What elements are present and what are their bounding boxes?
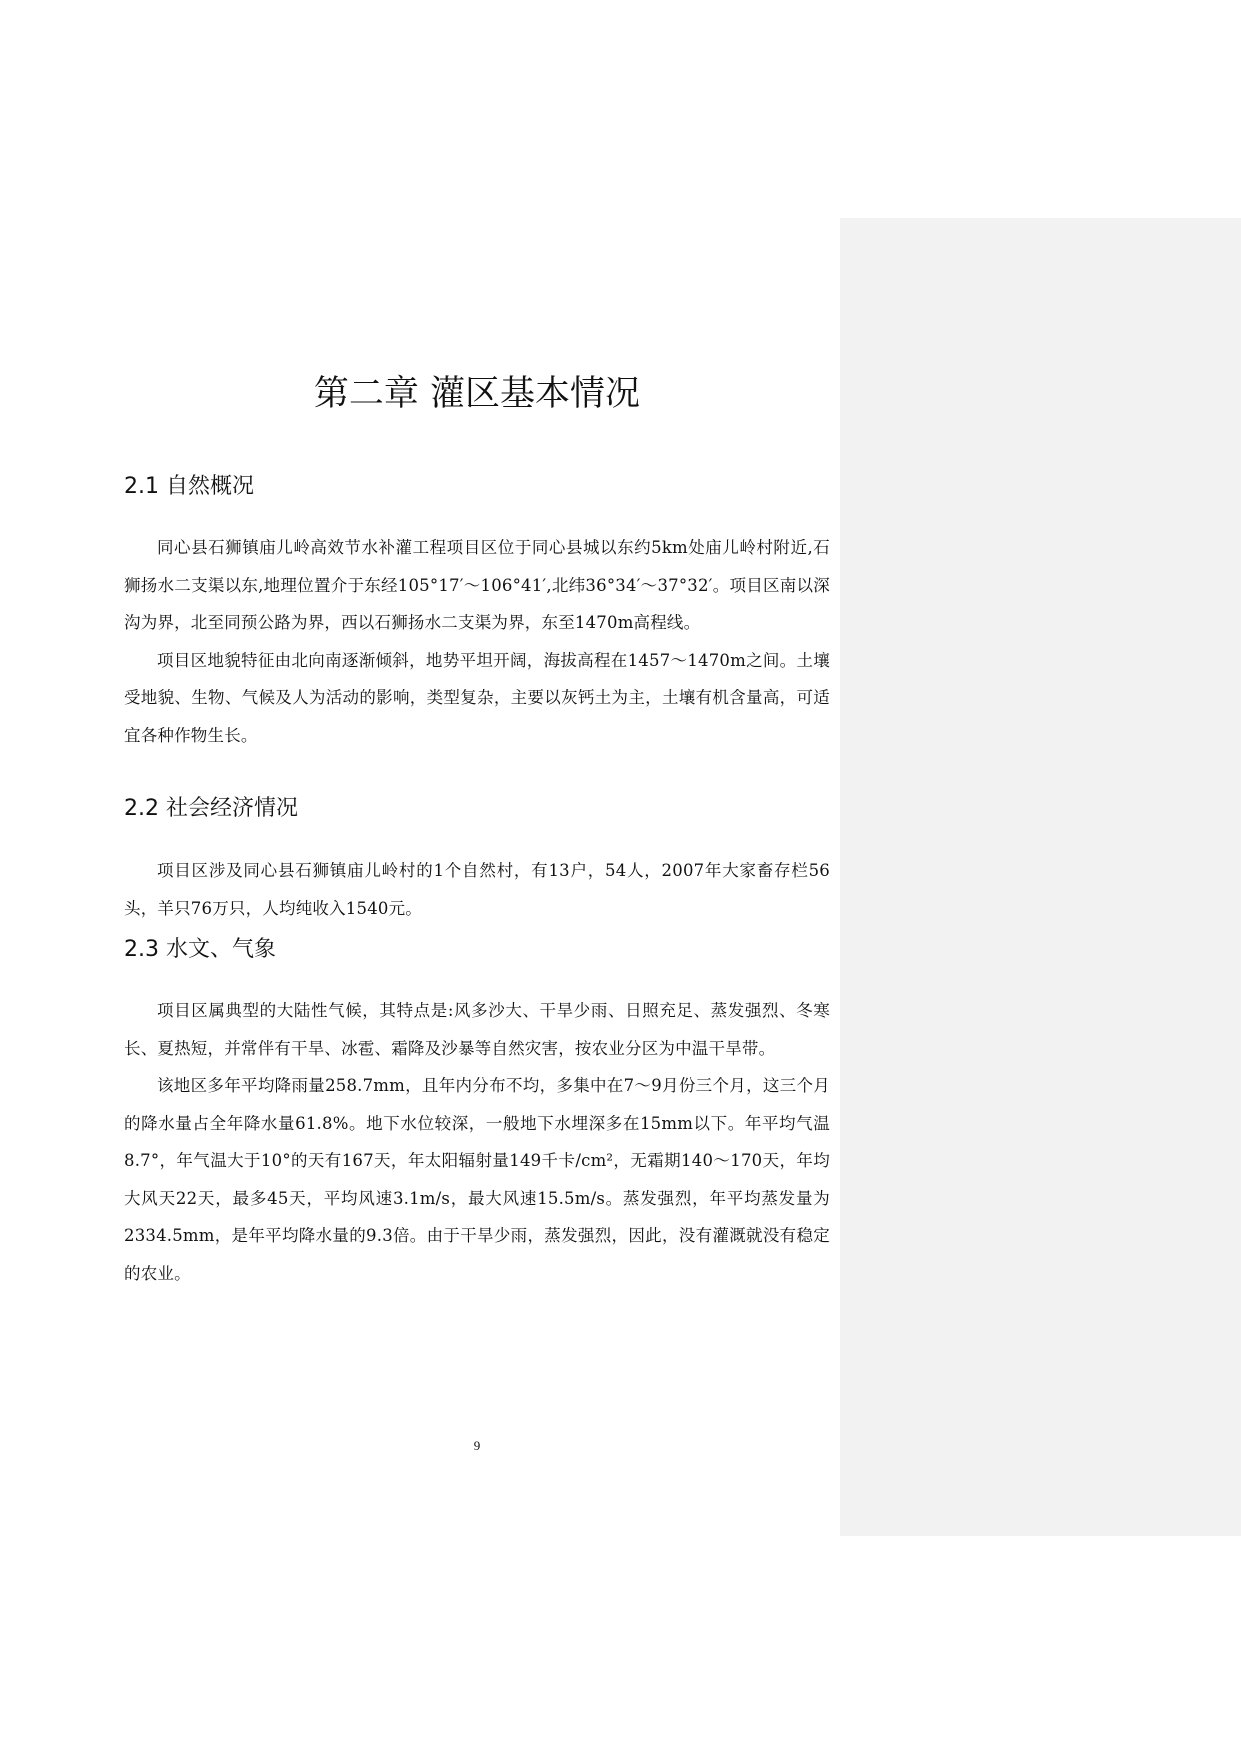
section-body-2-2: [124, 852, 830, 927]
paragraph: 项目区涉及同心县石狮镇庙儿岭村的1个自然村，有13户，54人，2007年大家畜存栏56头，羊只76万只，人均纯收入1540元。: [124, 861, 830, 918]
section-heading-2-3: 2.3 水文、气象: [124, 937, 276, 962]
paragraph: 同心县石狮镇庙儿岭高效节水补灌工程项目区位于同心县城以东约5km处庙儿岭村附近,石狮扬水二支渠以东,地理位置介于东经105°17′～106°41′,北纬36°34′～37°32′。项目区南以深沟为界，北至同预公路为界，西以石狮扬水二支渠为界，东至1470m高程线。: [124, 538, 830, 632]
section-body-2-3: [124, 992, 830, 1292]
section-body-2-1: [124, 529, 830, 754]
section-heading-2-1: 2.1 自然概况: [124, 474, 254, 499]
paragraph: 该地区多年平均降雨量258.7mm，且年内分布不均，多集中在7～9月份三个月，这三个月的降水量占全年降水量61.8%。地下水位较深，一般地下水埋深多在15mm以下。年平均气温8.7°，年气温大于10°的天有167天，年太阳辐射量149千卡/cm²，无霜期140～170天，年均大风天22天，最多45天，平均风速3.1m/s，最大风速15.5m/s。蒸发强烈，年平均蒸发量为2334.5mm，是年平均降水量的9.3倍。由于干旱少雨，蒸发强烈，因此，没有灌溉就没有稳定的农业。: [124, 1076, 830, 1283]
page-number: 9: [473, 1438, 481, 1453]
chapter-title: 第二章 灌区基本情况: [313, 374, 641, 414]
paragraph: 项目区属典型的大陆性气候，其特点是:风多沙大、干旱少雨、日照充足、蒸发强烈、冬寒长、夏热短，并常伴有干旱、冰雹、霜降及沙暴等自然灾害，按农业分区为中温干旱带。: [124, 1001, 830, 1058]
comment-pane: [840, 218, 1241, 1536]
paragraph: 项目区地貌特征由北向南逐渐倾斜，地势平坦开阔，海拔高程在1457～1470m之间。土壤受地貌、生物、气候及人为活动的影响，类型复杂，主要以灰钙土为主，土壤有机含量高，可适宜各种作物生长。: [124, 650, 830, 745]
section-heading-2-2: 2.2 社会经济情况: [124, 796, 298, 821]
